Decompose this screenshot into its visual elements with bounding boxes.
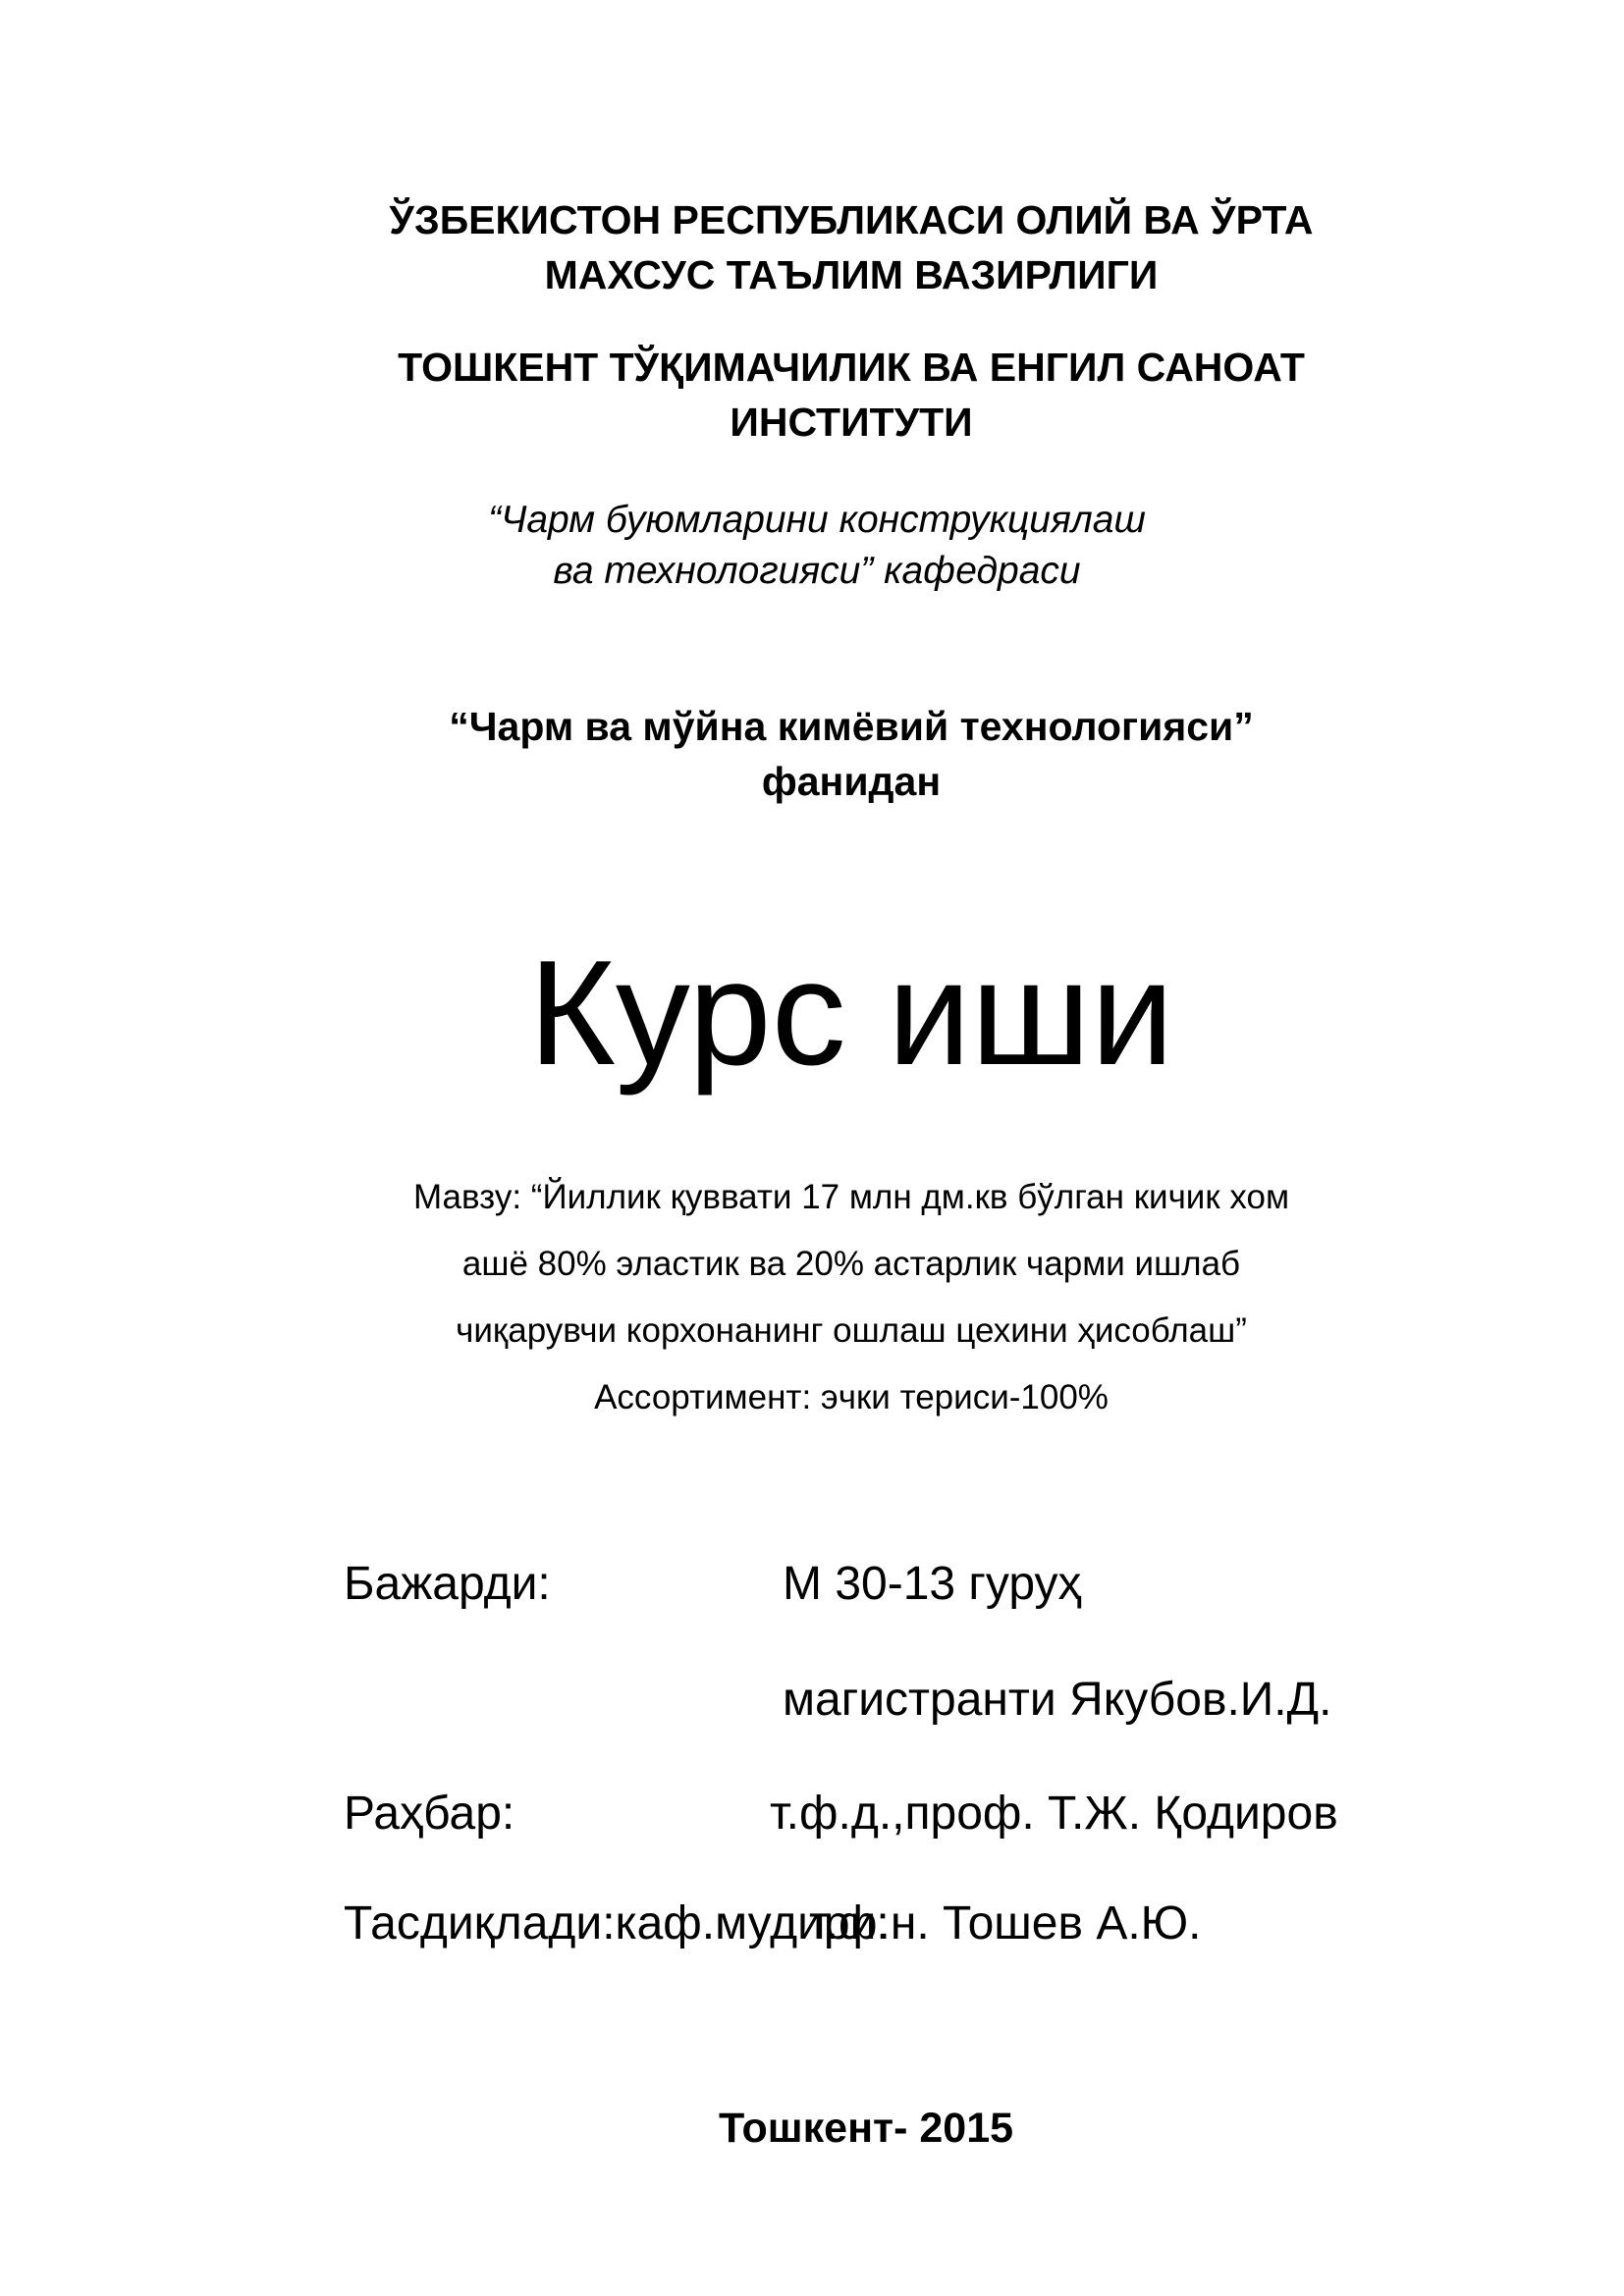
ministry-heading (39, 192, 1624, 302)
performed-student: магистранти Якубов.И.Д. (783, 1674, 1332, 1726)
ministry-line-1: ЎЗБЕКИСТОН РЕСПУБЛИКАСИ ОЛИЙ ВА ЎРТА (389, 197, 1314, 242)
institute-line-1: ТОШКЕНТ ТЎҚИМАЧИЛИК ВА ЕНГИЛ САНОАТ (398, 345, 1305, 390)
department-line-1: “Чарм буюмларини конструкциялаш (488, 499, 1146, 541)
approved-label: Тасдиқлади:каф.мудири: (344, 1897, 890, 1949)
performed-group: М 30-13 гуруҳ (783, 1558, 1082, 1610)
supervisor-name: т.ф.д.,проф. Т.Ж. Қодиров (770, 1788, 1338, 1840)
topic-line-2: ашё 80% эластик ва 20% астарлик чарми ишлаб (461, 1245, 1241, 1283)
department-line-2: ва технологияси” кафедраси (553, 550, 1081, 592)
subject-line-1: “Чарм ва мўйна кимёвий технологияси” (449, 704, 1254, 749)
ministry-line-2: МАХСУС ТАЪЛИМ ВАЗИРЛИГИ (544, 252, 1159, 297)
subject-name (39, 699, 1624, 809)
performed-label: Бажарди: (344, 1558, 551, 1610)
subject-line-2: фанидан (761, 759, 942, 804)
topic-line-1: Мавзу: “Йиллик қуввати 17 млн дм.кв бўлган кичик хом (412, 1178, 1290, 1216)
approved-name: т.ф.н. Тошев А.Ю. (809, 1897, 1202, 1949)
topic-description (39, 1164, 1624, 1431)
city-year: Тошкент- 2015 (718, 2105, 1014, 2152)
institute-heading (39, 340, 1624, 450)
topic-line-3: чиқарувчи корхонанинг ошлаш цехини ҳисоблаш” (456, 1311, 1247, 1350)
topic-line-4: Ассортимент: эчки териси-100% (594, 1378, 1109, 1416)
institute-line-2: ИНСТИТУТИ (730, 400, 973, 445)
department-name (5, 495, 1624, 597)
document-title: Курс иши (528, 930, 1174, 1096)
supervisor-label: Раҳбар: (344, 1788, 515, 1840)
